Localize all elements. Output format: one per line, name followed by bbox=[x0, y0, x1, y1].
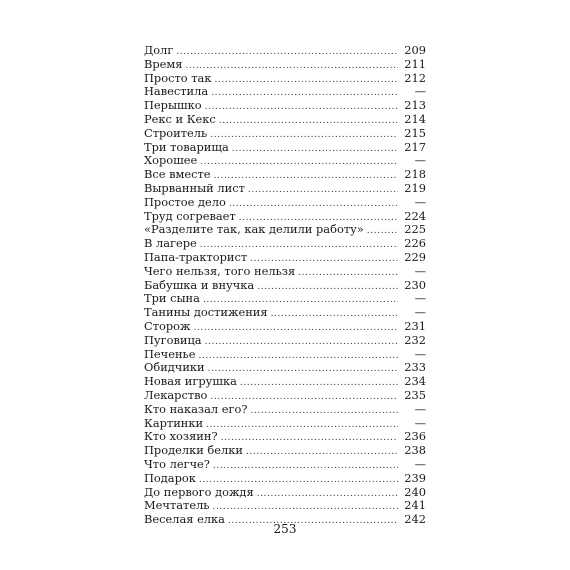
toc-entry-title: Три сына bbox=[144, 291, 200, 306]
toc-entry-page: 213 bbox=[404, 98, 426, 113]
dot-leader bbox=[200, 156, 398, 170]
toc-entry bbox=[144, 210, 426, 224]
dot-leader bbox=[229, 198, 398, 212]
toc-entry-title: В лагере bbox=[144, 236, 197, 251]
toc-entry-page: — bbox=[414, 415, 426, 430]
toc-entry-page: 225 bbox=[404, 222, 426, 237]
toc-entry-page: 215 bbox=[404, 125, 426, 140]
toc-entry-title: Танины достижения bbox=[144, 305, 268, 320]
toc-entry-title: Чего нельзя, того нельзя bbox=[144, 263, 296, 278]
toc-entry-page: — bbox=[414, 263, 426, 278]
toc-entry-title: Рекс и Кекс bbox=[144, 111, 216, 126]
toc-entry bbox=[144, 417, 426, 431]
dot-leader bbox=[240, 377, 398, 391]
toc-entry-page: — bbox=[414, 346, 426, 361]
dot-leader bbox=[206, 419, 398, 433]
dot-leader bbox=[210, 129, 398, 143]
toc-entry-title: Перышко bbox=[144, 98, 202, 113]
dot-leader bbox=[246, 446, 398, 460]
toc-entry-title: Веселая елка bbox=[144, 512, 225, 527]
toc-entry-title: Просто так bbox=[144, 70, 212, 85]
toc-entry bbox=[144, 237, 426, 251]
dot-leader bbox=[298, 267, 398, 281]
toc-entry-page: 236 bbox=[404, 429, 426, 444]
dot-leader bbox=[213, 501, 398, 515]
toc-entry bbox=[144, 292, 426, 306]
toc-entry bbox=[144, 85, 426, 99]
toc-entry-title: Что легче? bbox=[144, 456, 210, 471]
dot-leader bbox=[367, 225, 398, 239]
toc-entry-page: 217 bbox=[404, 139, 426, 154]
toc-entry-page: — bbox=[414, 153, 426, 168]
dot-leader bbox=[248, 184, 398, 198]
dot-leader bbox=[232, 143, 398, 157]
toc-entry-title: Труд согревает bbox=[144, 208, 236, 223]
toc-entry bbox=[144, 265, 426, 279]
dot-leader bbox=[194, 322, 398, 336]
toc-entry-title: Навестила bbox=[144, 84, 209, 99]
toc-entry-title: Долг bbox=[144, 43, 174, 57]
toc-entry-title: Простое дело bbox=[144, 194, 226, 209]
toc-entry-title: Пуговица bbox=[144, 332, 202, 347]
toc-entry bbox=[144, 458, 426, 472]
toc-entry bbox=[144, 403, 426, 417]
dot-leader bbox=[211, 87, 398, 101]
page-number: 253 bbox=[273, 522, 297, 536]
toc-entry-page: 224 bbox=[404, 208, 426, 223]
dot-leader bbox=[250, 405, 398, 419]
toc-entry bbox=[144, 113, 426, 127]
toc-entry bbox=[144, 196, 426, 210]
toc-entry-page: 214 bbox=[404, 111, 426, 126]
toc-entry-title: «Разделите так, как делили работу» bbox=[144, 222, 364, 237]
toc-entry-page: 233 bbox=[404, 360, 426, 375]
toc-entry bbox=[144, 251, 426, 265]
toc-entry-title: Папа-тракторист bbox=[144, 249, 248, 264]
toc-entry bbox=[144, 320, 426, 334]
toc-entry-page: 241 bbox=[404, 498, 426, 513]
toc-entry bbox=[144, 486, 426, 500]
toc-entry-title: Вырванный лист bbox=[144, 180, 245, 195]
dot-leader bbox=[257, 281, 398, 295]
toc-entry-title: Сторож bbox=[144, 318, 191, 333]
toc-entry-page: 229 bbox=[404, 249, 426, 264]
toc-entry bbox=[144, 99, 426, 113]
toc-entry-title: Все вместе bbox=[144, 167, 211, 182]
toc-entry-title: Новая игрушка bbox=[144, 374, 237, 389]
toc-entry bbox=[144, 334, 426, 348]
dot-leader bbox=[219, 115, 398, 129]
toc-entry bbox=[144, 141, 426, 155]
toc-entry-page: — bbox=[414, 291, 426, 306]
dot-leader bbox=[198, 350, 398, 364]
toc-entry bbox=[144, 430, 426, 444]
toc-entry bbox=[144, 499, 426, 513]
toc-entry bbox=[144, 361, 426, 375]
toc-entry-title: Проделки белки bbox=[144, 443, 243, 458]
toc-entry-page: 240 bbox=[404, 484, 426, 499]
toc-entry bbox=[144, 389, 426, 403]
toc-entry-title: Картинки bbox=[144, 415, 204, 430]
toc-entry-page: 232 bbox=[404, 332, 426, 347]
toc-entry-title: До первого дождя bbox=[144, 484, 254, 499]
toc-entry-page: 238 bbox=[404, 443, 426, 458]
toc-entry-page: — bbox=[414, 401, 426, 416]
toc-entry-title: Три товарища bbox=[144, 139, 229, 154]
dot-leader bbox=[257, 488, 398, 502]
toc-entry-title: Бабушка и внучка bbox=[144, 277, 255, 292]
dot-leader bbox=[205, 336, 398, 350]
toc-entry-title: Кто наказал его? bbox=[144, 401, 248, 416]
toc-entry-title: Печенье bbox=[144, 346, 196, 361]
toc-entry-page: 209 bbox=[404, 43, 426, 57]
toc-entry-page: 234 bbox=[404, 374, 426, 389]
toc-entry bbox=[144, 306, 426, 320]
dot-leader bbox=[205, 101, 398, 115]
toc-entry bbox=[144, 58, 426, 72]
table-of-contents bbox=[144, 44, 426, 527]
toc-entry bbox=[144, 279, 426, 293]
dot-leader bbox=[213, 460, 398, 474]
toc-entry bbox=[144, 472, 426, 486]
toc-entry-page: 219 bbox=[404, 180, 426, 195]
dot-leader bbox=[221, 432, 398, 446]
toc-entry-page: 239 bbox=[404, 470, 426, 485]
dot-leader bbox=[271, 308, 398, 322]
toc-entry-page: — bbox=[414, 456, 426, 471]
toc-entry-page: 230 bbox=[404, 277, 426, 292]
toc-entry-title: Время bbox=[144, 56, 183, 71]
dot-leader bbox=[214, 74, 398, 88]
toc-entry bbox=[144, 375, 426, 389]
toc-entry bbox=[144, 72, 426, 86]
toc-entry-page: 212 bbox=[404, 70, 426, 85]
toc-entry-page: 226 bbox=[404, 236, 426, 251]
toc-entry-page: 235 bbox=[404, 387, 426, 402]
toc-entry bbox=[144, 223, 426, 237]
toc-entry-page: — bbox=[414, 305, 426, 320]
toc-entry-title: Лекарство bbox=[144, 387, 208, 402]
toc-entry bbox=[144, 182, 426, 196]
dot-leader bbox=[185, 60, 398, 74]
toc-entry-page: — bbox=[414, 84, 426, 99]
toc-entry-title: Строитель bbox=[144, 125, 208, 140]
toc-entry-title: Мечтатель bbox=[144, 498, 210, 513]
toc-entry bbox=[144, 348, 426, 362]
toc-entry bbox=[144, 168, 426, 182]
toc-entry-page: 218 bbox=[404, 167, 426, 182]
toc-entry-page: 211 bbox=[404, 56, 426, 71]
toc-entry bbox=[144, 444, 426, 458]
toc-entry-page: — bbox=[414, 194, 426, 209]
toc-entry-page: 231 bbox=[404, 318, 426, 333]
toc-entry-title: Хорошее bbox=[144, 153, 198, 168]
toc-entry bbox=[144, 154, 426, 168]
toc-entry bbox=[144, 127, 426, 141]
dot-leader bbox=[176, 46, 398, 60]
toc-entry-title: Кто хозяин? bbox=[144, 429, 218, 444]
toc-entry-title: Обидчики bbox=[144, 360, 205, 375]
toc-entry-page: 242 bbox=[404, 512, 426, 527]
toc-entry-title: Подарок bbox=[144, 470, 196, 485]
toc-entry bbox=[144, 44, 426, 58]
